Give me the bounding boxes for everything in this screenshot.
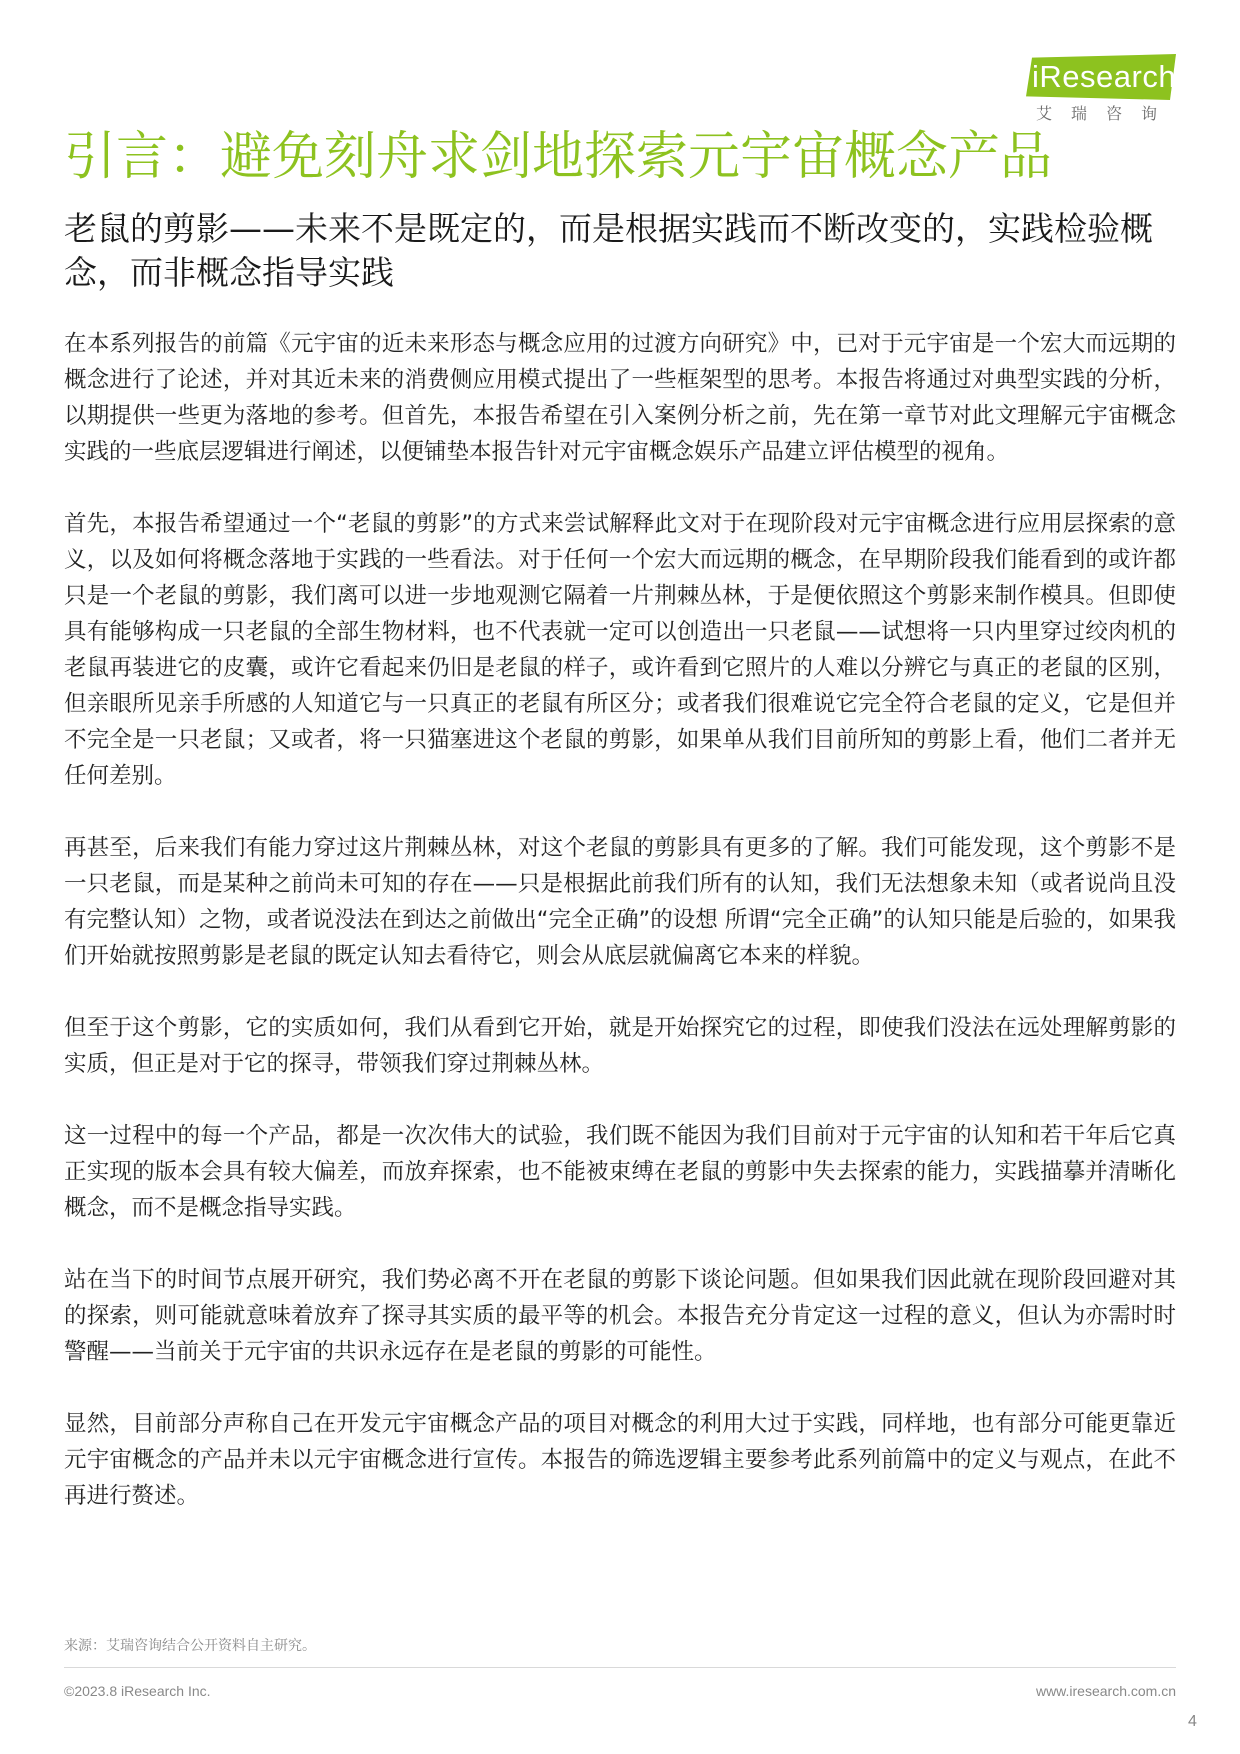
page-subtitle: 老鼠的剪影——未来不是既定的，而是根据实践而不断改变的，实践检验概念，而非概念指导实践 (64, 209, 1153, 292)
footer-divider (64, 1667, 1176, 1668)
website-link[interactable]: www.iresearch.com.cn (1035, 1683, 1176, 1699)
paragraph: 首先，本报告希望通过一个“老鼠的剪影”的方式来尝试解释此文对于在现阶段对元宇宙概念进行应用层探索的意义，以及如何将概念落地于实践的一些看法。对于任何一个宏大而远期的概念，在早期阶段我们能看到的或许都只是一个老鼠的剪影，我们离可以进一步地观测它隔着一片荆棘丛林，于是便依照这个剪影来制作模具。但即使具有能够构成一只老鼠的全部生物材料，也不代表就一定可以创造出一只老鼠——试想将一只内里穿过绞肉机的老鼠再装进它的皮囊，或许它看起来仍旧是老鼠的样子，或许看到它照片的人难以分辨它与真正的老鼠的区别，但亲眼所见亲手所感的人知道它与一只真正的老鼠有所区分；或者我们很难说它完全符合老鼠的定义，它是但并不完全是一只老鼠；又或者，将一只猫塞进这个老鼠的剪影，如果单从我们目前所知的剪影上看，他们二者并无任何差别。 (64, 511, 1176, 789)
body-text (64, 326, 1176, 1550)
paragraph: 但至于这个剪影，它的实质如何，我们从看到它开始，就是开始探究它的过程，即使我们没法在远处理解剪影的实质，但正是对于它的探寻，带领我们穿过荆棘丛林。 (64, 1015, 1176, 1077)
logo-subtitle: 艾瑞咨询 (1035, 104, 1176, 123)
paragraph: 在本系列报告的前篇《元宇宙的近未来形态与概念应用的过渡方向研究》中，已对于元宇宙是一个宏大而远期的概念进行了论述，并对其近未来的消费侧应用模式提出了一些框架型的思考。本报告将通过对典型实践的分析，以期提供一些更为落地的参考。但首先，本报告希望在引入案例分析之前，先在第一章节对此文理解元宇宙概念实践的一些底层逻辑进行阐述，以便铺垫本报告针对元宇宙概念娱乐产品建立评估模型的视角。 (64, 331, 1176, 465)
paragraph: 站在当下的时间节点展开研究，我们势必离不开在老鼠的剪影下谈论问题。但如果我们因此就在现阶段回避对其的探索，则可能就意味着放弃了探寻其实质的最平等的机会。本报告充分肯定这一过程的意义，但认为亦需时时警醒——当前关于元宇宙的共识永远存在是老鼠的剪影的可能性。 (64, 1267, 1176, 1365)
source-note: 来源：艾瑞咨询结合公开资料自主研究。 (64, 1638, 316, 1654)
page-number: 4 (1188, 1713, 1197, 1730)
paragraph: 再甚至，后来我们有能力穿过这片荆棘丛林，对这个老鼠的剪影具有更多的了解。我们可能发现，这个剪影不是一只老鼠，而是某种之前尚未可知的存在——只是根据此前我们所有的认知，我们无法想象未知（或者说尚且没有完整认知）之物，或者说没法在到达之前做出“完全正确”的设想 所谓“完全正确”的认知只能是后验的，如果我们开始就按照剪影是老鼠的既定认知去看待它，则会从底层就偏离它本来的样貌。 (64, 835, 1176, 969)
copyright-text: ©2023.8 iResearch Inc. (64, 1683, 211, 1699)
logo-brand-text: iResearch (1032, 59, 1177, 94)
paragraph: 这一过程中的每一个产品，都是一次次伟大的试验，我们既不能因为我们目前对于元宇宙的认知和若干年后它真正实现的版本会具有较大偏差，而放弃探索，也不能被束缚在老鼠的剪影中失去探索的能力，实践描摹并清晰化概念，而不是概念指导实践。 (64, 1123, 1176, 1221)
paragraph: 显然，目前部分声称自己在开发元宇宙概念产品的项目对概念的利用大过于实践，同样地，也有部分可能更靠近元宇宙概念的产品并未以元宇宙概念进行宣传。本报告的筛选逻辑主要参考此系列前篇中的定义与观点，在此不再进行赘述。 (64, 1411, 1176, 1509)
iresearch-logo (1026, 54, 1176, 130)
page-title: 引言：避免刻舟求剑地探索元宇宙概念产品 (64, 127, 1053, 187)
